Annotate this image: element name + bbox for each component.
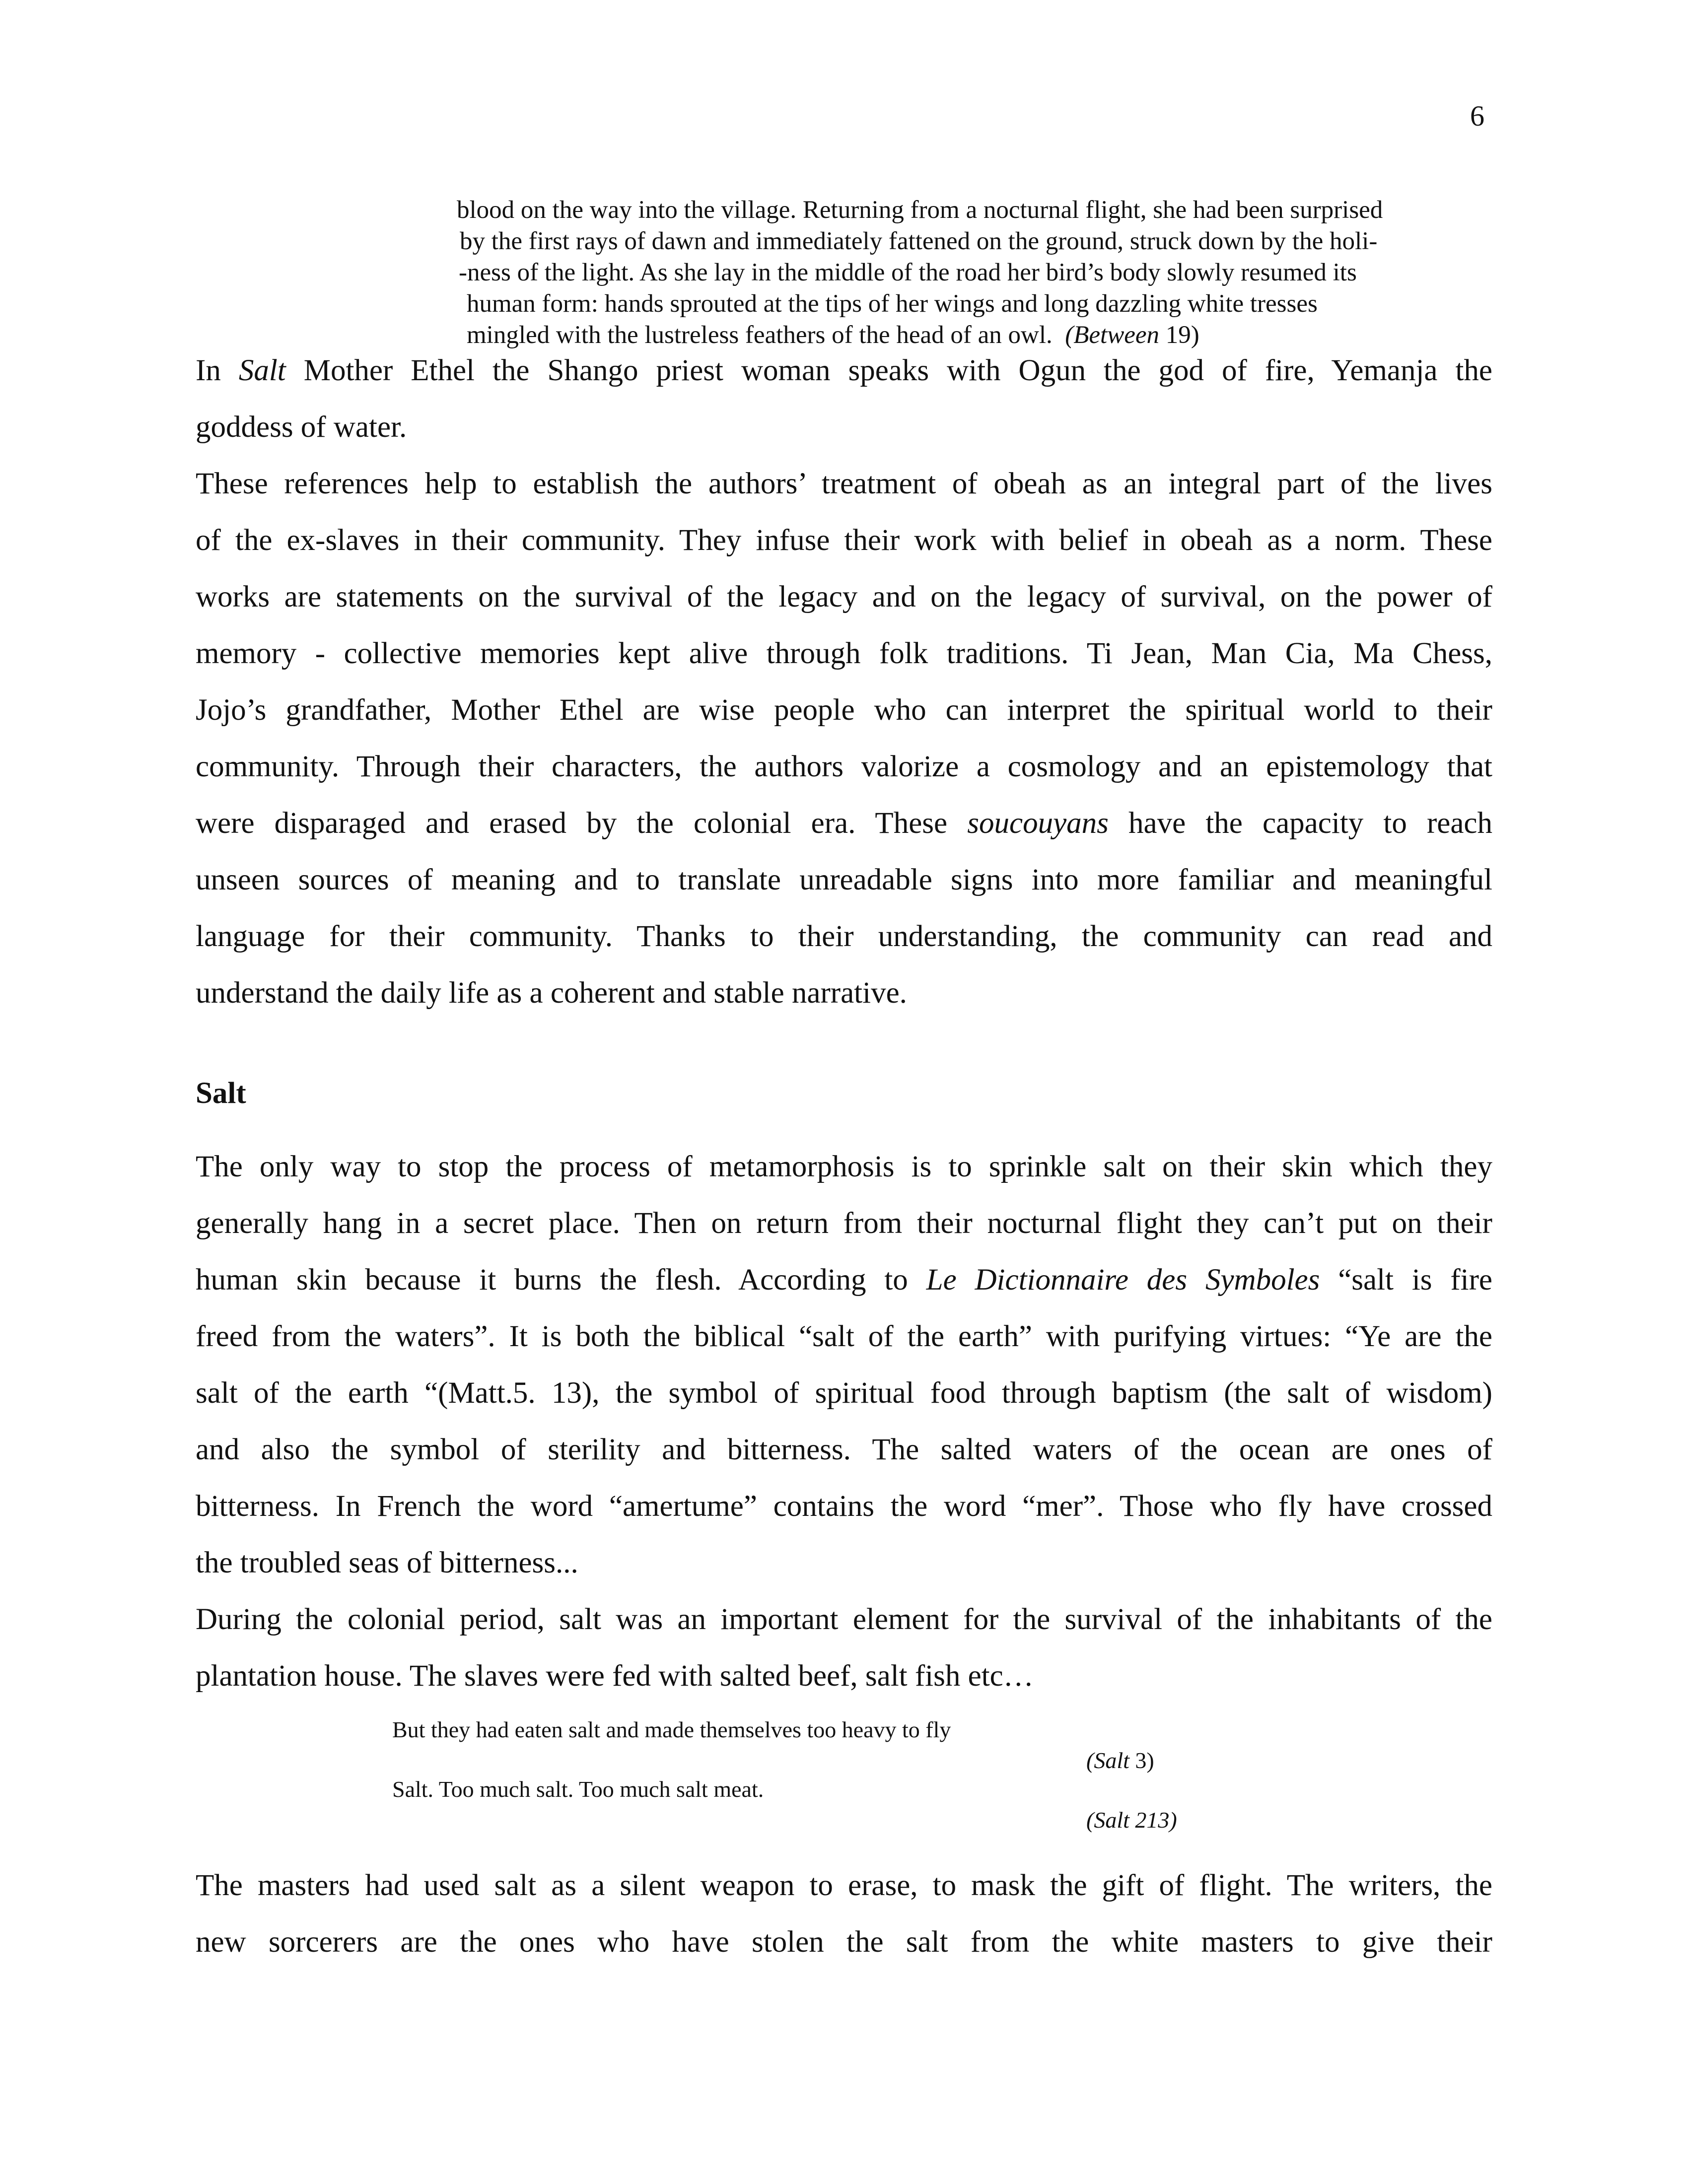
salt-quote-1: But they had eaten salt and made themselves too heavy to fly xyxy=(392,1717,951,1742)
body-line: generally hang in a secret place. Then on return from their nocturnal flight they can’t put on their xyxy=(196,1207,1492,1240)
body-line: bitterness. In French the word “amertume” contains the word “mer”. Those who fly have crossed xyxy=(196,1490,1492,1523)
body-line: understand the daily life as a coherent and stable narrative. xyxy=(196,976,907,1010)
salt-citation-1: (Salt 3) xyxy=(1086,1748,1154,1773)
body-line: During the colonial period, salt was an important element for the survival of the inhabitants of the xyxy=(196,1603,1492,1636)
body-line: were disparaged and erased by the colonial era. These soucouyans have the capacity to reach xyxy=(196,807,1493,840)
title-dictionnaire: Le Dictionnaire des Symboles xyxy=(926,1263,1320,1297)
quote-citation-page: 19) xyxy=(1165,321,1199,349)
body-line: language for their community. Thanks to their understanding, the community can read and xyxy=(196,920,1492,953)
body-line: goddess of water. xyxy=(196,410,407,444)
section-heading: Salt xyxy=(196,1077,246,1110)
body-line: salt of the earth “(Matt.5. 13), the symbol of spiritual food through baptism (the salt of wisdom) xyxy=(196,1376,1492,1410)
quote-line: by the first rays of dawn and immediately fattened on the ground, struck down by the holi- xyxy=(460,227,1378,255)
block-quote xyxy=(457,195,1489,351)
title-salt: Salt xyxy=(238,354,286,387)
quote-line: human form: hands sprouted at the tips of her wings and long dazzling white tresses xyxy=(467,290,1318,318)
body-line: of the ex-slaves in their community. They infuse their work with belief in obeah as a norm. These xyxy=(196,524,1492,557)
body-line: community. Through their characters, the authors valorize a cosmology and an epistemology that xyxy=(196,750,1492,783)
emphasis-soucouyans: soucouyans xyxy=(967,807,1109,840)
body-line: new sorcerers are the ones who have stolen the salt from the white masters to give their xyxy=(196,1925,1492,1959)
body-line: The only way to stop the process of metamorphosis is to sprinkle salt on their skin which they xyxy=(196,1150,1492,1183)
body-line: plantation house. The slaves were fed with salted beef, salt fish etc… xyxy=(196,1659,1034,1693)
quote-line: blood on the way into the village. Returning from a nocturnal flight, she had been surprised xyxy=(457,196,1383,224)
salt-quote-2: Salt. Too much salt. Too much salt meat. xyxy=(392,1776,764,1802)
body-line: Jojo’s grandfather, Mother Ethel are wise people who can interpret the spiritual world to their xyxy=(196,693,1492,727)
body-line: The masters had used salt as a silent weapon to erase, to mask the gift of flight. The writers, the xyxy=(196,1869,1492,1902)
salt-citation-2: (Salt 213) xyxy=(1086,1807,1177,1833)
quote-line-last: mingled with the lustreless feathers of the head of an owl. (Between 19) xyxy=(467,321,1199,349)
body-line: In Salt Mother Ethel the Shango priest woman speaks with Ogun the god of fire, Yemanja the xyxy=(196,354,1493,387)
quote-line: -ness of the light. As she lay in the middle of the road her bird’s body slowly resumed its xyxy=(459,259,1357,286)
page-number: 6 xyxy=(1470,100,1484,132)
body-line: works are statements on the survival of the legacy and on the legacy of survival, on the power of xyxy=(196,580,1492,614)
body-line: unseen sources of meaning and to translate unreadable signs into more familiar and meaningful xyxy=(196,863,1492,896)
body-line: freed from the waters”. It is both the biblical “salt of the earth” with purifying virtues: “Ye are the xyxy=(196,1320,1492,1353)
body-line: human skin because it burns the flesh. According to Le Dictionnaire des Symboles “salt is fire xyxy=(196,1263,1493,1297)
body-line: the troubled seas of bitterness... xyxy=(196,1546,578,1579)
body-line: and also the symbol of sterility and bitterness. The salted waters of the ocean are ones of xyxy=(196,1433,1492,1466)
quote-citation-title: (Between xyxy=(1065,321,1159,349)
body-line: memory - collective memories kept alive through folk traditions. Ti Jean, Man Cia, Ma Chess, xyxy=(196,637,1492,670)
body-line: These references help to establish the authors’ treatment of obeah as an integral part of the lives xyxy=(196,467,1492,500)
